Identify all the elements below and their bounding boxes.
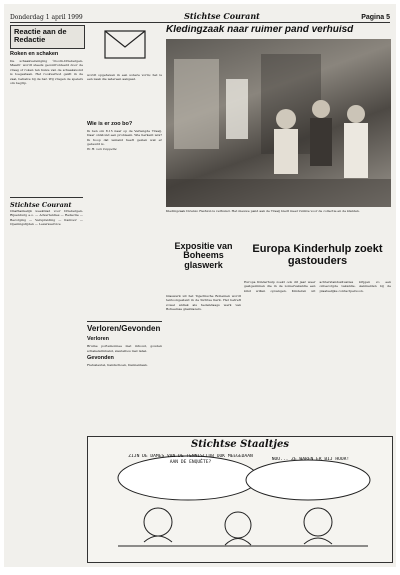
verloren-title: Verloren/Gevonden [87, 324, 161, 333]
verloren-body: Bruine portemonnee met inhoud, gouden schakelarmband, sleutelbos met label. [87, 344, 162, 353]
verloren-sub: Verloren [87, 336, 110, 343]
reactie-box [10, 25, 85, 49]
cartoon-box [87, 436, 393, 563]
exhibition-body: Glaswerk uit het Tsjechische Bohemen wordt tentoongesteld in de Sichtse Kerk. Het betreft zowel antiek als hedendaags werk van Boheemse glasblazers. [166, 294, 241, 312]
kinderhulp-body: Europa Kinderhulp zoekt ook dit jaar weer gastgezinnen die in de zomervakantie een kind willen opvangen. Kinderen uit achterstandssituaties krijgen zo een onbezorgde vakantie. Aanmelden bij de plaatselijke contactpersoon. [244, 280, 391, 293]
main-headline: Kledingzaak naar ruimer pand verhuisd [166, 25, 354, 35]
colofon [10, 197, 83, 563]
photo-caption: Kledingzaak Inrenzo Fashion is verhuisd. Het nieuwe pand aan de Traaij biedt meer ruimte voor de collectie en de klanten. [166, 209, 360, 213]
page-header [10, 7, 390, 23]
exhibition-headline: Expositie van Boheems glaswerk [174, 242, 233, 270]
gevonden-body: Fietssleutel, handschoen, Dennenlaan. [87, 363, 148, 368]
wie-author: W. H. van Cappelle [87, 146, 117, 151]
masthead: Stichtse Courant [184, 11, 260, 21]
page-number: Pagina 5 [361, 14, 390, 21]
article-wie [87, 119, 162, 329]
roken-heading: Roken en schaken [10, 51, 59, 57]
roken-body: De schaakvereniging ‘Doorn-Driebergen-Maarn’ wordt steeds geconfronteerd door de vraag of roken ten huize van de schaakavond is toegestaan. Het rookverbod geldt in de zaal, behalve bij de bar. Wij vragen de spelers om begrip. [10, 59, 83, 86]
gevonden-sub: Gevonden [87, 355, 114, 362]
reactie-title: Reactie aan de Redactie [14, 27, 67, 44]
store-photo-graphic [166, 39, 391, 207]
wie-heading: Wie is er zoo bo? [87, 121, 133, 127]
newspaper-page [4, 4, 396, 567]
store-photo [166, 39, 391, 207]
left-article-roken [10, 49, 83, 194]
wie-body: Ik ben om 8.15 naar op de Verlengde Traaij. Daar ontstond een probleem. Wie herkent iets? Ik hoop dat iemand heeft gezien wat er gebeurd is. [87, 129, 162, 147]
cartoon-bubble-right: NOU... ZE WAREN ER BIJ HOOR! [271, 457, 350, 462]
cartoon-title: Stichtse Staaltjes [191, 439, 289, 450]
cartoon-bubble-left: ZIJN DE DAMES VAN DE TENNISCLUB OOK MEEGEDAAN AAN DE ENQUÊTE? [128, 454, 253, 465]
colofon-masthead: Stichtse Courant [10, 201, 72, 209]
issue-date: Donderdag 1 april 1999 [10, 14, 83, 21]
kinderhulp-headline: Europa Kinderhulp zoekt gastouders [252, 244, 383, 267]
envelope-icon [87, 25, 162, 69]
envelope-area [87, 25, 162, 115]
letter-body: wordt opgeheven in een sobere vorm; het is een zaak die iedereen aangaat. [87, 73, 162, 82]
colofon-body: Onafhankelijk weekblad voor Driebergen-Rijsenburg e.o. — Advertenties — Redactie — Bezorging — Verspreiding — Kantoor — Openingstijden — Lezersservice [10, 209, 83, 227]
